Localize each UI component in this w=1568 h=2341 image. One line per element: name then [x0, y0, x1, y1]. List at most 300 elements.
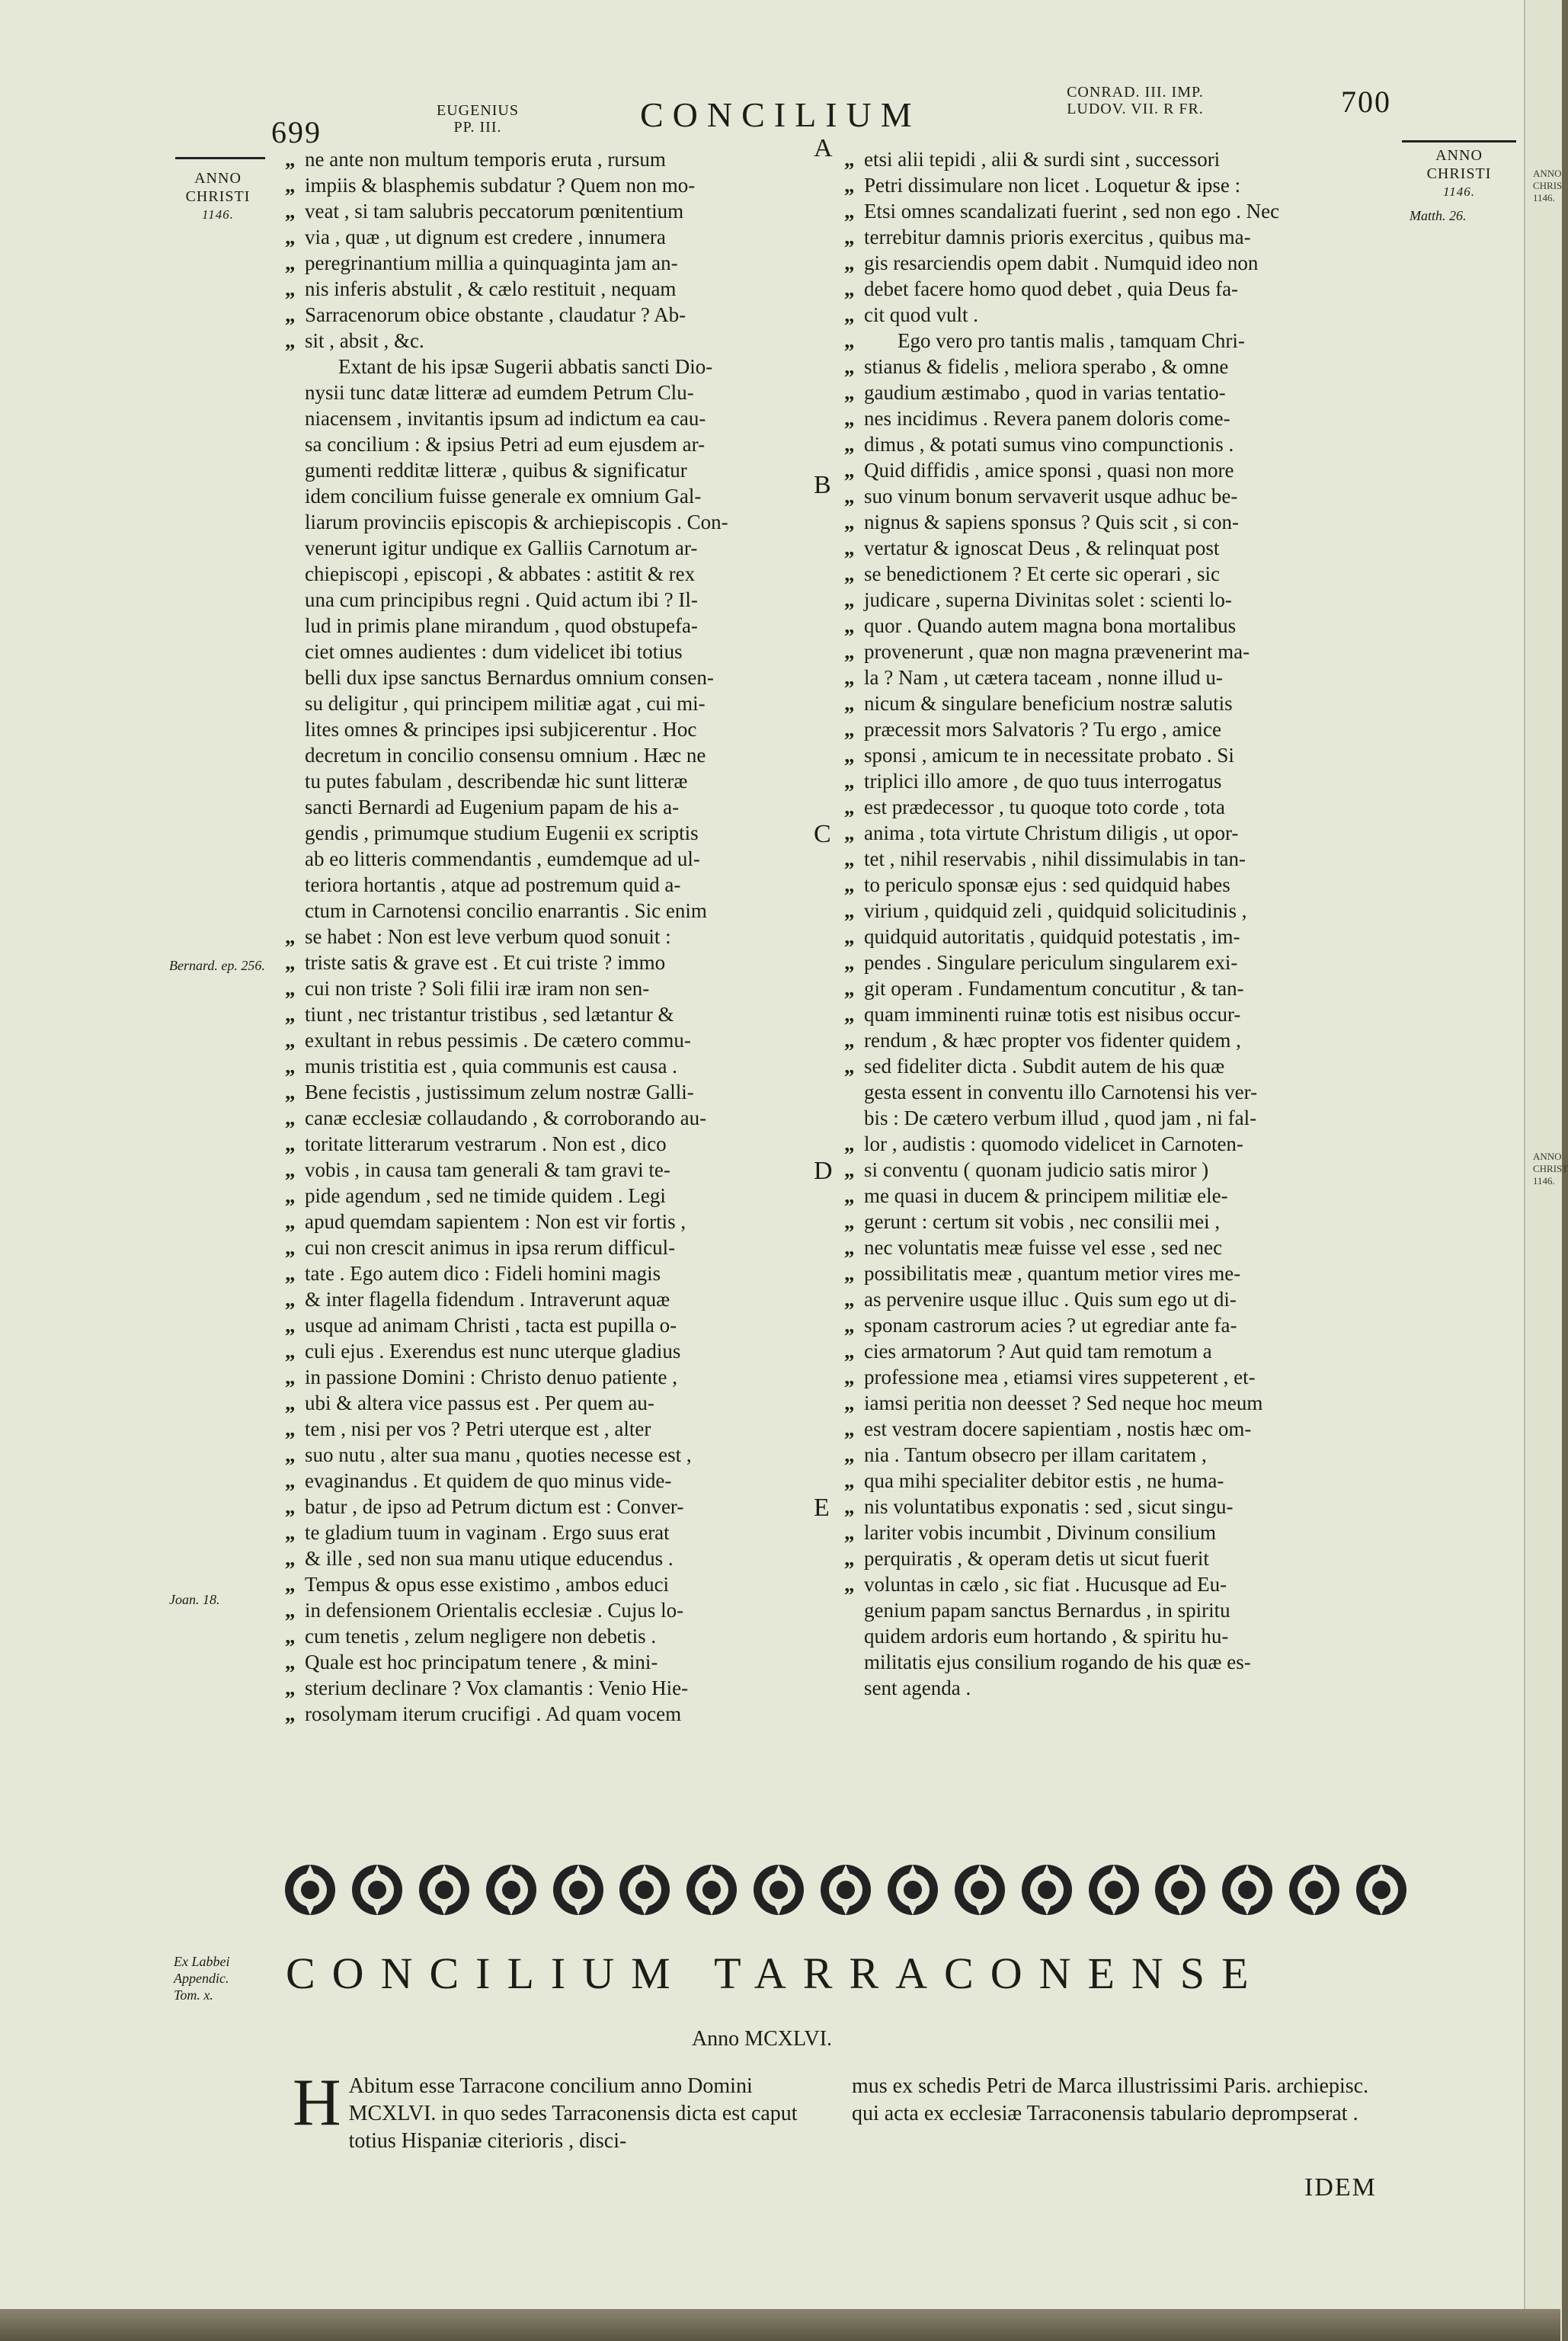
marginal-note-matth: Matth. 26.: [1410, 208, 1467, 223]
line-text: quam imminenti ruinæ totis est nisibus occur-: [864, 1003, 1241, 1026]
quote-mark: „: [844, 614, 855, 637]
line-text: una cum principibus regni . Quid actum ibi ? Il-: [305, 588, 698, 611]
ornament-icon: [750, 1862, 807, 1918]
line-text: nec voluntatis meæ fuisse vel esse , sed nec: [864, 1236, 1223, 1259]
text-line: [844, 1079, 1374, 1105]
section-letter: C: [814, 820, 831, 848]
text-line: [844, 483, 1374, 509]
line-text: triste satis & grave est . Et cui triste ? immo: [305, 951, 666, 974]
text-line: [844, 561, 1374, 587]
catchword: IDEM: [1304, 2173, 1377, 2202]
line-text: bis : De cætero verbum illud , quod jam , ni fal-: [864, 1106, 1257, 1129]
section-letter: A: [814, 134, 833, 162]
text-line: [844, 1338, 1374, 1364]
quote-mark: „: [285, 951, 296, 974]
ornament-icon: [683, 1862, 740, 1918]
text-line: [844, 1416, 1374, 1442]
quote-mark: „: [844, 355, 855, 378]
text-line: [285, 898, 815, 924]
quote-mark: „: [285, 1495, 296, 1518]
ornament-icon: [616, 1862, 673, 1918]
text-line: [844, 1364, 1374, 1390]
line-text: cit quod vult .: [864, 303, 978, 326]
line-text: cui non triste ? Soli filii iræ iram non sen-: [305, 977, 650, 1000]
text-line: [285, 1053, 815, 1079]
line-text: Bene fecistis , justissimum zelum nostræ Galli-: [305, 1081, 694, 1103]
quote-mark: „: [285, 1573, 296, 1596]
quote-mark: „: [844, 1469, 855, 1492]
line-text: tem , nisi per vos ? Petri uterque est , alter: [305, 1417, 651, 1440]
line-text: sponsi , amicum te in necessitate probato . Si: [864, 744, 1234, 767]
line-text: gendis , primumque studium Eugenii ex scriptis: [305, 821, 699, 844]
line-text: etsi alii tepidi , alii & surdi sint , successori: [864, 148, 1221, 171]
text-line: [285, 328, 815, 354]
line-text: gesta essent in conventu illo Carnotensi his ver-: [864, 1081, 1258, 1103]
line-text: sent agenda .: [864, 1676, 971, 1699]
quote-mark: „: [285, 1366, 296, 1388]
text-line: [285, 1649, 815, 1675]
text-line: [285, 1001, 815, 1027]
line-text: Sarracenorum obice obstante , claudatur ? Ab-: [305, 303, 686, 326]
text-line: [844, 379, 1374, 405]
line-text: voluntas in cælo , sic fiat . Hucusque ad Eu-: [864, 1573, 1227, 1596]
text-line: [844, 224, 1374, 250]
ornament-icon: [416, 1862, 472, 1918]
quote-mark: „: [844, 977, 855, 1000]
text-line: [844, 1001, 1374, 1027]
line-text: nysii tunc datæ litteræ ad eumdem Petrum Clu-: [305, 381, 694, 404]
text-line: [844, 613, 1374, 639]
line-text: usque ad animam Christi , tacta est pupilla o-: [305, 1314, 677, 1337]
line-text: Extant de his ipsæ Sugerii abbatis sancti Dio-: [338, 355, 713, 378]
text-line: [844, 1286, 1374, 1312]
quote-mark: „: [844, 562, 855, 585]
ornament-icon: [1152, 1862, 1208, 1918]
text-line: [844, 690, 1374, 716]
line-text: nicum & singulare beneficium nostræ salutis: [864, 692, 1233, 715]
quote-mark: „: [844, 1314, 855, 1337]
quote-mark: „: [844, 226, 855, 248]
section-letter: E: [814, 1494, 830, 1522]
line-text: suo vinum bonum servaverit usque adhuc be-: [864, 485, 1238, 508]
text-line: [844, 794, 1374, 820]
quote-mark: „: [844, 796, 855, 818]
quote-mark: „: [285, 1288, 296, 1311]
quote-mark: „: [285, 1081, 296, 1103]
text-line: [844, 768, 1374, 794]
text-line: [844, 1442, 1374, 1468]
line-text: est prædecessor , tu quoque toto corde , tota: [864, 796, 1225, 818]
line-text: canæ ecclesiæ collaudando , & corroborando au-: [305, 1106, 707, 1129]
text-line: [844, 1312, 1374, 1338]
line-text: via , quæ , ut dignum est credere , innumera: [305, 226, 666, 248]
line-text: veat , si tam salubris peccatorum pœnitentium: [305, 200, 684, 223]
line-text: idem concilium fuisse generale ex omnium Gal-: [305, 485, 702, 508]
marginal-note-joan: Joan. 18.: [169, 1592, 220, 1607]
text-line: [844, 665, 1374, 690]
quote-mark: „: [844, 1366, 855, 1388]
line-text: Ego vero pro tantis malis , tamquam Chri-: [898, 329, 1245, 352]
line-text: professione mea , etiamsi vires suppeterent , et-: [864, 1366, 1256, 1388]
text-line: [844, 1597, 1374, 1623]
line-text: rendum , & hæc propter vos fidenter quidem ,: [864, 1029, 1241, 1052]
quote-mark: „: [844, 1029, 855, 1052]
quote-mark: „: [844, 770, 855, 793]
text-line: [285, 276, 815, 302]
line-text: tet , nihil reservabis , nihil dissimulabis in tan-: [864, 847, 1246, 870]
quote-mark: „: [844, 744, 855, 767]
line-text: nia . Tantum obsecro per illam caritatem ,: [864, 1443, 1207, 1466]
text-line: [285, 1131, 815, 1157]
line-text: ctum in Carnotensi concilio enarrantis . Sic enim: [305, 899, 707, 922]
quote-mark: „: [844, 1417, 855, 1440]
quote-mark: „: [844, 277, 855, 300]
quote-mark: „: [844, 1184, 855, 1207]
quote-mark: „: [285, 1625, 296, 1648]
text-line: [844, 276, 1374, 302]
quote-mark: „: [285, 1003, 296, 1026]
text-line: [285, 1105, 815, 1131]
line-text: evaginandus . Et quidem de quo minus vide-: [305, 1469, 672, 1492]
text-line: [285, 405, 815, 431]
line-text: tu putes fabulam , describendæ hic sunt litteræ: [305, 770, 688, 793]
line-text: terrebitur damnis prioris exercitus , quibus ma-: [864, 226, 1251, 248]
line-text: genium papam sanctus Bernardus , in spiritu: [864, 1599, 1230, 1622]
line-text: lites omnes & principes ipsi subjicerentur . Hoc: [305, 718, 697, 741]
quote-mark: „: [285, 1262, 296, 1285]
line-text: chiepiscopi , episcopi , & abbates : astitit & rex: [305, 562, 696, 585]
line-text: gis resarciendis opem dabit . Numquid ideo non: [864, 251, 1259, 274]
text-line: [844, 146, 1374, 172]
line-text: in passione Domini : Christo denuo patiente ,: [305, 1366, 677, 1388]
line-text: & ille , sed non sua manu utique educendus .: [305, 1547, 674, 1570]
line-text: præcessit mors Salvatoris ? Tu ergo , amice: [864, 718, 1221, 741]
quote-mark: „: [844, 536, 855, 559]
line-text: munis tristitia est , quia communis est causa .: [305, 1055, 677, 1078]
text-line: [844, 1545, 1374, 1571]
text-line: [285, 1545, 815, 1571]
quote-mark: „: [285, 303, 296, 326]
text-line: [844, 639, 1374, 665]
quote-mark: „: [285, 1521, 296, 1544]
text-line: [285, 1209, 815, 1235]
text-line: [844, 1027, 1374, 1053]
text-line: [285, 1027, 815, 1053]
quote-mark: „: [844, 692, 855, 715]
text-line: [844, 872, 1374, 898]
line-text: sponam castrorum acies ? ut egrediar ante fa-: [864, 1314, 1237, 1337]
line-text: ne ante non multum temporis eruta , rursum: [305, 148, 666, 171]
quote-mark: „: [285, 1158, 296, 1181]
line-text: liarum provinciis episcopis & archiepiscopis . Con-: [305, 511, 728, 533]
quote-mark: „: [844, 1236, 855, 1259]
text-line: [844, 1571, 1374, 1597]
text-line: [844, 354, 1374, 379]
line-text: cum tenetis , zelum negligere non debetis .: [305, 1625, 657, 1648]
text-line: [844, 328, 1374, 354]
text-line: [285, 535, 815, 561]
line-text: apud quemdam sapientem : Non est vir fortis ,: [305, 1210, 686, 1233]
quote-mark: „: [844, 1210, 855, 1233]
quote-mark: „: [285, 1417, 296, 1440]
line-text: git operam . Fundamentum concutitur , & tan-: [864, 977, 1244, 1000]
quote-mark: „: [285, 925, 296, 948]
ornament-icon: [885, 1862, 941, 1918]
text-line: [285, 1571, 815, 1597]
text-line: [844, 924, 1374, 950]
text-line: [844, 431, 1374, 457]
quote-mark: „: [285, 1702, 296, 1725]
quote-mark: „: [844, 407, 855, 430]
ornament-icon: [1019, 1862, 1075, 1918]
line-text: provenerunt , quæ non magna prævenerint ma-: [864, 640, 1250, 663]
text-line: [285, 975, 815, 1001]
line-text: su deligitur , qui principem militiæ agat , cui mi-: [305, 692, 706, 715]
text-line: [844, 1390, 1374, 1416]
text-line: [285, 768, 815, 794]
line-text: lor , audistis : quomodo videlicet in Carnoten-: [864, 1132, 1243, 1155]
text-line: [285, 1701, 815, 1727]
text-line: [844, 1235, 1374, 1260]
quote-mark: „: [844, 329, 855, 352]
marginal-note-bernard: Bernard. ep. 256.: [169, 958, 265, 973]
line-text: anima , tota virtute Christum diligis , ut opor-: [864, 821, 1239, 844]
line-text: dimus , & potati sumus vino compunctionis .: [864, 433, 1234, 456]
quote-mark: „: [844, 899, 855, 922]
text-line: [844, 1131, 1374, 1157]
text-line: [285, 1260, 815, 1286]
page-shadow: [0, 2309, 1560, 2341]
line-text: ciet omnes audientes : dum videlicet ibi totius: [305, 640, 683, 663]
right-column: [844, 146, 1374, 1701]
quote-mark: „: [285, 1469, 296, 1492]
line-text: Petri dissimulare non licet . Loquetur & ipse :: [864, 174, 1241, 197]
next-page-fragment: ANNO CHRIS 1146.: [1533, 168, 1563, 203]
running-title: CONCILIUM: [640, 95, 921, 134]
line-text: se habet : Non est leve verbum quod sonuit :: [305, 925, 671, 948]
line-text: tate . Ego autem dico : Fideli homini magis: [305, 1262, 661, 1285]
text-line: [844, 457, 1374, 483]
quote-mark: „: [285, 1106, 296, 1129]
quote-mark: „: [285, 1210, 296, 1233]
text-line: [285, 1079, 815, 1105]
line-text: batur , de ipso ad Petrum dictum est : Conver-: [305, 1495, 684, 1518]
quote-mark: „: [285, 226, 296, 248]
quote-mark: „: [844, 251, 855, 274]
line-text: triplici illo amore , de quo tuus interrogatus: [864, 770, 1222, 793]
quote-mark: „: [285, 277, 296, 300]
line-text: ubi & altera vice passus est . Per quem au-: [305, 1391, 654, 1414]
text-line: [844, 1520, 1374, 1545]
left-page-number: 699: [271, 115, 322, 149]
line-text: gaudium æstimabo , quod in varias tentatio-: [864, 381, 1226, 404]
line-text: Etsi omnes scandalizati fuerint , sed non ego . Nec: [864, 200, 1280, 223]
section-text-right: [852, 2073, 1385, 2128]
section-letter: D: [814, 1157, 833, 1185]
text-line: [285, 665, 815, 690]
quote-mark: „: [844, 1495, 855, 1518]
quote-mark: „: [844, 1547, 855, 1570]
drop-cap: H: [293, 2066, 341, 2140]
text-line: [285, 1675, 815, 1701]
quote-mark: „: [285, 1184, 296, 1207]
line-text: iamsi peritia non deesset ? Sed neque hoc meum: [864, 1391, 1263, 1414]
line-text: quidquid autoritatis , quidquid potestatis , im-: [864, 925, 1240, 948]
quote-mark: „: [844, 1521, 855, 1544]
line-text: vertatur & ignoscat Deus , & relinquat post: [864, 536, 1220, 559]
line-text: in defensionem Orientalis ecclesiæ . Cujus lo-: [305, 1599, 684, 1622]
quote-mark: „: [285, 1676, 296, 1699]
line-text: teriora hortantis , atque ad postremum quid a-: [305, 873, 681, 896]
line-text: te gladium tuum in vaginam . Ergo suus erat: [305, 1521, 670, 1544]
line-text: nis voluntatibus exponatis : sed , sicut singu-: [864, 1495, 1234, 1518]
line-text: pendes . Singulare periculum singularem exi-: [864, 951, 1238, 974]
text-line: [285, 509, 815, 535]
ornament-icon: [1353, 1862, 1410, 1918]
line-text: sed fideliter dicta . Subdit autem de his quæ: [864, 1055, 1225, 1078]
ornament-icon: [818, 1862, 874, 1918]
text-line: [844, 1260, 1374, 1286]
text-line: [844, 250, 1374, 276]
line-text: cies armatorum ? Aut quid tam remotum a: [864, 1340, 1212, 1363]
quote-mark: „: [285, 1055, 296, 1078]
text-line: [844, 820, 1374, 846]
line-text: sa concilium : & ipsius Petri ad eum ejusdem ar-: [305, 433, 706, 456]
quote-mark: „: [844, 873, 855, 896]
text-line: [844, 1157, 1374, 1183]
quote-mark: „: [844, 1443, 855, 1466]
text-line: [285, 794, 815, 820]
text-line: [844, 535, 1374, 561]
section-title: CONCILIUM TARRACONENSE: [286, 1949, 1266, 1998]
text-line: [285, 1468, 815, 1494]
text-line: [285, 1494, 815, 1520]
text-line: [285, 1235, 815, 1260]
text-line: [285, 431, 815, 457]
ornament-icon: [483, 1862, 539, 1918]
ornament-icon: [1286, 1862, 1342, 1918]
quote-mark: „: [844, 303, 855, 326]
quote-mark: „: [844, 925, 855, 948]
quote-mark: „: [285, 1029, 296, 1052]
ornament-band: [282, 1852, 1410, 1928]
line-text: se benedictionem ? Et certe sic operari , sic: [864, 562, 1221, 585]
quote-mark: „: [844, 200, 855, 223]
line-text: si conventu ( quonam judicio satis miror ): [864, 1158, 1209, 1181]
text-line: [285, 1157, 815, 1183]
text-line: [844, 1105, 1374, 1131]
text-line: [285, 1183, 815, 1209]
text-line: [285, 1520, 815, 1545]
ornament-icon: [349, 1862, 405, 1918]
quote-mark: „: [844, 640, 855, 663]
quote-mark: „: [844, 847, 855, 870]
line-text: nignus & sapiens sponsus ? Quis scit , si con-: [864, 511, 1239, 533]
quote-mark: „: [844, 511, 855, 533]
quote-mark: „: [285, 1132, 296, 1155]
text-line: [285, 483, 815, 509]
line-text: stianus & fidelis , meliora sperabo , & omne: [864, 355, 1229, 378]
text-line: [844, 975, 1374, 1001]
text-line: [285, 1390, 815, 1416]
line-text: militatis ejus consilium rogando de his quæ es-: [864, 1651, 1251, 1673]
quote-mark: „: [285, 174, 296, 197]
text-line: [285, 1286, 815, 1312]
text-line: [844, 846, 1374, 872]
quote-mark: „: [844, 1288, 855, 1311]
line-text: belli dux ipse sanctus Bernardus omnium consen-: [305, 666, 714, 689]
text-line: [844, 898, 1374, 924]
quote-mark: „: [844, 1573, 855, 1596]
ornament-icon: [952, 1862, 1008, 1918]
text-line: [844, 302, 1374, 328]
line-text: judicare , superna Divinitas solet : scienti lo-: [864, 588, 1232, 611]
text-line: [844, 172, 1374, 198]
ornament-icon: [282, 1862, 338, 1918]
section-letter: B: [814, 471, 831, 499]
quote-mark: „: [844, 1055, 855, 1078]
text-line: [285, 1312, 815, 1338]
line-text: quidem ardoris eum hortando , & spiritu hu-: [864, 1625, 1229, 1648]
text-line: [285, 1442, 815, 1468]
line-text: lud in primis plane mirandum , quod obstupefa-: [305, 614, 698, 637]
line-text: pide agendum , sed ne timide quidem . Legi: [305, 1184, 666, 1207]
text-line: [285, 820, 815, 846]
line-text: la ? Nam , ut cætera taceam , nonne illud u-: [864, 666, 1223, 689]
quote-mark: „: [844, 1340, 855, 1363]
text-line: [285, 587, 815, 613]
right-page-number: 700: [1341, 85, 1391, 119]
line-text: rosolymam iterum crucifigi . Ad quam vocem: [305, 1702, 682, 1725]
quote-mark: „: [844, 821, 855, 844]
quote-mark: „: [844, 588, 855, 611]
text-line: [285, 250, 815, 276]
text-line: [844, 1468, 1374, 1494]
text-line: [285, 716, 815, 742]
text-line: [285, 561, 815, 587]
text-line: [844, 1623, 1374, 1649]
text-line: [844, 405, 1374, 431]
quote-mark: „: [844, 148, 855, 171]
text-line: [285, 613, 815, 639]
quote-mark: „: [285, 329, 296, 352]
text-line: [844, 587, 1374, 613]
text-line: [285, 172, 815, 198]
line-text: me quasi in ducem & principem militiæ ele-: [864, 1184, 1228, 1207]
text-line: [844, 509, 1374, 535]
line-text: niacensem , invitantis ipsum ad indictum ea cau-: [305, 407, 706, 430]
line-text: impiis & blasphemis subdatur ? Quem non mo-: [305, 174, 696, 197]
text-line: [844, 742, 1374, 768]
text-line: [285, 224, 815, 250]
text-line: [844, 1649, 1374, 1675]
line-text: possibilitatis meæ , quantum metior vires me-: [864, 1262, 1241, 1285]
ornament-icon: [1086, 1862, 1142, 1918]
quote-mark: „: [285, 1314, 296, 1337]
text-line: [844, 1494, 1374, 1520]
line-text: tiunt , nec tristantur tristibus , sed lætantur &: [305, 1003, 674, 1026]
quote-mark: „: [844, 1158, 855, 1181]
line-text: Tempus & opus esse existimo , ambos educi: [305, 1573, 670, 1596]
line-text: est vestram docere sapientiam , nostis hæc om-: [864, 1417, 1252, 1440]
line-text: virium , quidquid zeli , quidquid solicitudinis ,: [864, 899, 1247, 922]
text-line: [285, 457, 815, 483]
line-text: sancti Bernardi ad Eugenium papam de his a-: [305, 796, 680, 818]
section-text-left: [293, 2066, 826, 2155]
line-text: decretum in concilio consensu omnium . Hæc ne: [305, 744, 706, 767]
line-text: lariter vobis incumbit , Divinum consilium: [864, 1521, 1216, 1544]
line-text: ab eo litteris commendantis , eumdemque ad ul-: [305, 847, 700, 870]
